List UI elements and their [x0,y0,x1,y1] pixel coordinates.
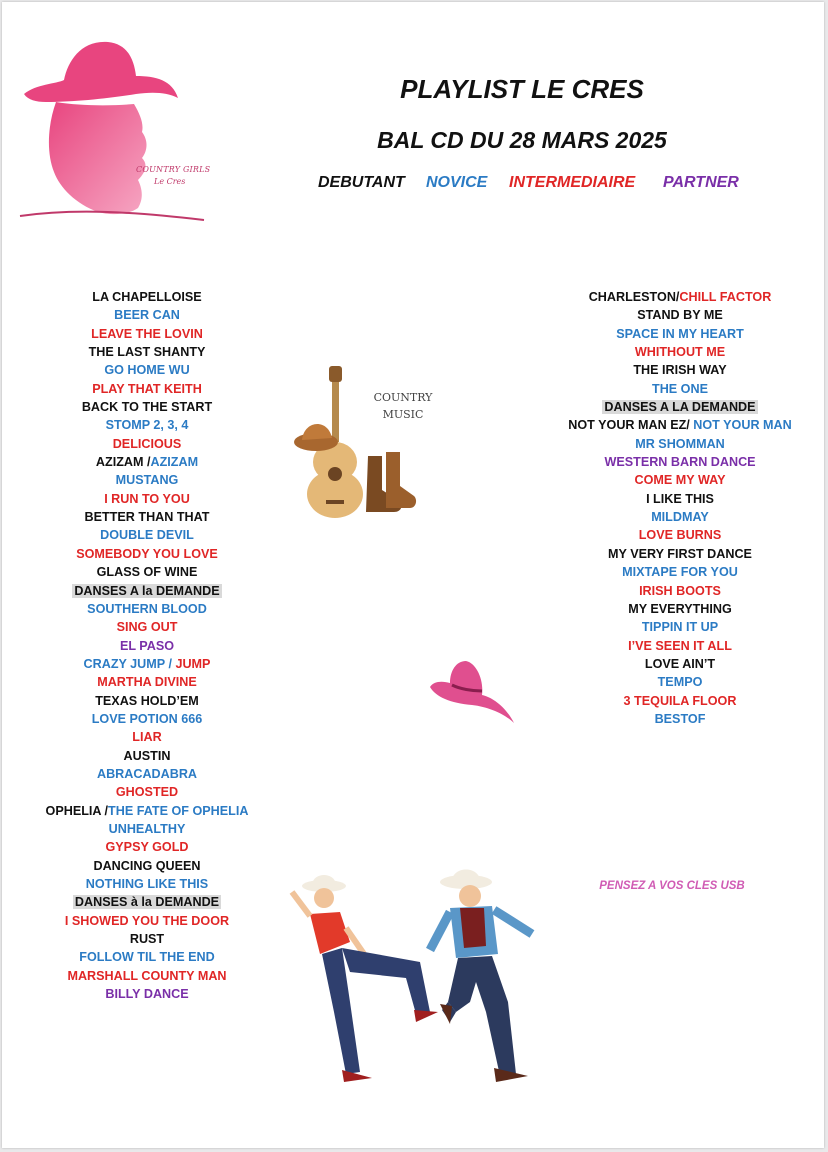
dance-title-part: TIPPIN IT UP [641,620,719,635]
dance-title [114,308,180,322]
logo-line-1: COUNTRY GIRLS [136,165,211,174]
playlist-item [22,398,272,416]
playlist-item [550,306,810,324]
page-subtitle: BAL CD DU 28 MARS 2025 [377,127,667,153]
playlist-item [550,526,810,544]
dance-title-part: I SHOWED YOU THE DOOR [64,913,230,928]
playlist-item [550,563,810,581]
playlist-item [22,802,272,820]
playlist-item [22,416,272,434]
dance-title-part: I RUN TO YOU [104,491,190,506]
playlist-item [22,820,272,838]
dance-title [97,565,198,579]
playlist-item [550,618,810,636]
playlist-item [550,655,810,673]
dance-title-part: DANSES à la DEMANDE [74,895,220,910]
dance-title [604,455,755,469]
request-dances-marker [73,895,221,909]
playlist-item [22,361,272,379]
dance-title [639,584,721,598]
playlist-item [22,710,272,728]
dance-title-part: SING OUT [116,620,178,635]
dance-title [85,510,210,524]
playlist-item [22,435,272,453]
playlist-item [550,710,810,728]
playlist-item [22,857,272,875]
dance-title [92,290,201,304]
dance-title [93,859,200,873]
dance-title [65,914,229,928]
dance-title-part: I LIKE THIS [646,491,714,506]
playlist-item [22,930,272,948]
dance-title-part: LOVE AIN’T [644,656,716,671]
dance-title [87,602,207,616]
dance-title-part: THE LAST SHANTY [88,345,206,360]
dance-title-part: NOT YOUR MAN EZ/ [568,418,690,433]
dance-title-part: SOMEBODY YOU LOVE [76,546,218,561]
country-music-illustration [288,362,433,522]
playlist-item [22,306,272,324]
dance-title-part: TEMPO [657,675,703,690]
dance-title-part: MIXTAPE FOR YOU [622,565,738,580]
playlist-item [22,508,272,526]
playlist-item [22,893,272,911]
playlist-item [22,600,272,618]
pink-hat-illustration [426,657,518,727]
playlist-item [550,508,810,526]
playlist-item [22,875,272,893]
dance-title [67,969,226,983]
legend-intermediaire: INTERMEDIAIRE [509,174,636,191]
country-girls-logo [16,32,216,232]
dance-title [86,877,208,891]
dance-title [642,620,718,634]
playlist-item [550,490,810,508]
playlist-item [550,545,810,563]
logo-line-2: Le Cres [154,177,186,186]
dance-title-part: OPHELIA / [45,803,109,818]
dance-title-part: MY VERY FIRST DANCE [608,546,752,561]
playlist-item [550,398,810,416]
dance-title [624,694,737,708]
dance-title-part: STAND BY ME [637,308,723,323]
dance-title-part: IRISH BOOTS [639,583,721,598]
dance-title [105,840,188,854]
dance-title [82,400,212,414]
dance-title [635,437,725,451]
request-dances-marker [602,400,757,414]
dance-title [628,602,732,616]
playlist-item [22,765,272,783]
dance-title-part: BILLY DANCE [105,987,189,1002]
dance-title [622,565,738,579]
dance-title-part: STOMP 2, 3, 4 [105,418,189,433]
dance-title [124,749,171,763]
dance-title-part: DANSES A LA DEMANDE [604,400,756,415]
dance-title-part: I’VE SEEN IT ALL [628,638,732,653]
dance-title-part: AZIZAM / [95,455,151,470]
dance-title [104,492,190,506]
dance-title [91,327,203,341]
playlist-item [550,582,810,600]
dance-title-part: MARSHALL COUNTY MAN [67,968,227,983]
dance-title [655,712,706,726]
dance-title-part: COME MY WAY [634,473,726,488]
dance-title [89,345,206,359]
dance-title-part: LOVE POTION 666 [91,711,203,726]
dance-title [132,730,161,744]
dance-title [120,639,174,653]
dance-title-part: WHITHOUT ME [634,345,726,360]
dance-title-part: MY EVERYTHING [628,601,732,616]
playlist-item [22,912,272,930]
dance-title [116,473,179,487]
playlist-page [2,2,824,1148]
dance-title-part: EL PASO [119,638,175,653]
usb-reminder: PENSEZ A VOS CLES USB [599,880,745,892]
playlist-item [22,783,272,801]
playlist-item [550,692,810,710]
playlist-item [22,692,272,710]
dance-title-part: LEAVE THE LOVIN [91,326,203,341]
dance-title [96,455,198,469]
dance-title-part: UNHEALTHY [108,821,186,836]
left-playlist [22,288,272,1003]
playlist-item [22,563,272,581]
dance-title-part: GHOSTED [115,785,179,800]
playlist-item [22,526,272,544]
dance-title-part: SOUTHERN BLOOD [87,601,207,616]
dance-title-part: MR SHOMMAN [635,436,725,451]
playlist-item [22,838,272,856]
playlist-item [22,967,272,985]
dance-title-part: GLASS OF WINE [96,565,198,580]
dance-title [637,308,723,322]
playlist-item [550,453,810,471]
dance-title [635,473,726,487]
dance-title-part: NOT YOUR MAN [689,418,792,433]
playlist-item [550,325,810,343]
dance-title-part: CHARLESTON/ [588,290,680,304]
line-dancers-icon [280,862,560,1090]
playlist-item [22,380,272,398]
playlist-item [22,453,272,471]
dance-title [116,785,178,799]
playlist-item [550,637,810,655]
playlist-item [22,582,272,600]
playlist-item [22,728,272,746]
dance-title-part: GO HOME WU [104,363,190,378]
page-title: PLAYLIST LE CRES [400,74,644,104]
dance-title-part: NOTHING LIKE THIS [85,877,209,891]
request-dances-marker [72,584,221,598]
dance-title [130,932,164,946]
dance-title-part: BESTOF [654,711,706,726]
dance-title [608,547,752,561]
dance-title-part: TEXAS HOLD’EM [95,693,199,708]
dance-title-part: DANCING QUEEN [93,858,201,873]
dance-title-part: MILDMAY [651,510,709,525]
playlist-item [22,985,272,1003]
playlist-item [550,416,810,434]
dance-title [46,804,249,818]
playlist-item [550,673,810,691]
playlist-item [550,380,810,398]
dance-title-part: MARTHA DIVINE [97,675,197,690]
dance-title-part: WESTERN BARN DANCE [604,455,756,470]
dance-title [568,418,791,432]
dance-title [635,345,725,359]
dance-title-part: ABRACADABRA [96,766,198,781]
dance-title-part: LIAR [132,730,162,745]
dancers-illustration [280,862,560,1090]
dance-title [105,987,188,1001]
dance-title [633,363,726,377]
dance-title [104,363,189,377]
dance-title [92,712,203,726]
dance-title [651,510,709,524]
dance-title-part: DOUBLE DEVIL [100,528,194,543]
dance-title-part: DELICIOUS [112,436,182,451]
dance-title [628,639,732,653]
playlist-item [22,747,272,765]
legend-debutant: DEBUTANT [318,174,405,191]
dance-title-part: CRAZY JUMP / [83,656,176,671]
dance-title [97,675,197,689]
dance-title-part: 3 TEQUILA FLOOR [623,693,737,708]
playlist-item [550,471,810,489]
dance-title [109,822,186,836]
dance-title-part: DANSES A la DEMANDE [74,583,220,598]
cowgirl-silhouette-icon [16,32,216,232]
legend-novice: NOVICE [426,174,488,191]
dance-title-part: GYPSY GOLD [105,840,189,855]
dance-title-part: LOVE BURNS [638,528,722,543]
playlist-item [22,618,272,636]
dance-title [113,437,182,451]
playlist-item [550,343,810,361]
dance-title-part: AZIZAM [150,455,199,470]
playlist-item [550,600,810,618]
playlist-item [22,637,272,655]
boots-icon [358,450,418,520]
dance-title-part: MUSTANG [115,473,179,488]
dance-title [652,382,708,396]
dance-title-part: THE ONE [652,381,708,396]
dance-title [658,675,703,689]
country-music-label [372,389,434,423]
dance-title [79,950,215,964]
playlist-item [550,361,810,379]
playlist-item [22,471,272,489]
dance-title [95,694,199,708]
dance-title [76,547,218,561]
dance-title-part: BACK TO THE START [81,400,213,415]
dance-title-part: AUSTIN [123,748,171,763]
dance-title [117,620,178,634]
dance-title [589,290,772,304]
playlist-item [22,343,272,361]
country-music-line-2: MUSIC [382,408,424,421]
dance-title-part: BEER CAN [114,308,180,323]
country-music-line-1: COUNTRY [373,391,433,404]
dance-title-part: THE IRISH WAY [633,363,727,378]
playlist-item [22,655,272,673]
playlist-item [22,490,272,508]
dance-title-part: JUMP [175,656,211,671]
pink-cowboy-hat-icon [426,657,518,727]
dance-title [84,657,211,671]
dance-title-part: RUST [129,932,165,947]
dance-title-part: THE FATE OF OPHELIA [108,803,249,818]
legend-partner: PARTNER [663,174,739,191]
playlist-item [22,288,272,306]
dance-title [645,657,715,671]
dance-title-part: FOLLOW TIL THE END [79,950,215,965]
dance-title [106,418,189,432]
dance-title [616,327,744,341]
dance-title-part: BETTER THAN THAT [84,510,210,525]
playlist-item [22,948,272,966]
dance-title [100,528,194,542]
dance-title-part: LA CHAPELLOISE [92,290,202,304]
playlist-item [22,673,272,691]
dance-title [92,382,202,396]
dance-title [639,528,722,542]
dance-title-part: SPACE IN MY HEART [616,326,744,341]
playlist-item [22,545,272,563]
playlist-item [550,435,810,453]
playlist-item [22,325,272,343]
dance-title [646,492,714,506]
dance-title-part: CHILL FACTOR [679,290,772,304]
playlist-item [550,288,810,306]
dance-title-part: PLAY THAT KEITH [92,381,202,396]
right-playlist [550,288,810,728]
dance-title [97,767,197,781]
